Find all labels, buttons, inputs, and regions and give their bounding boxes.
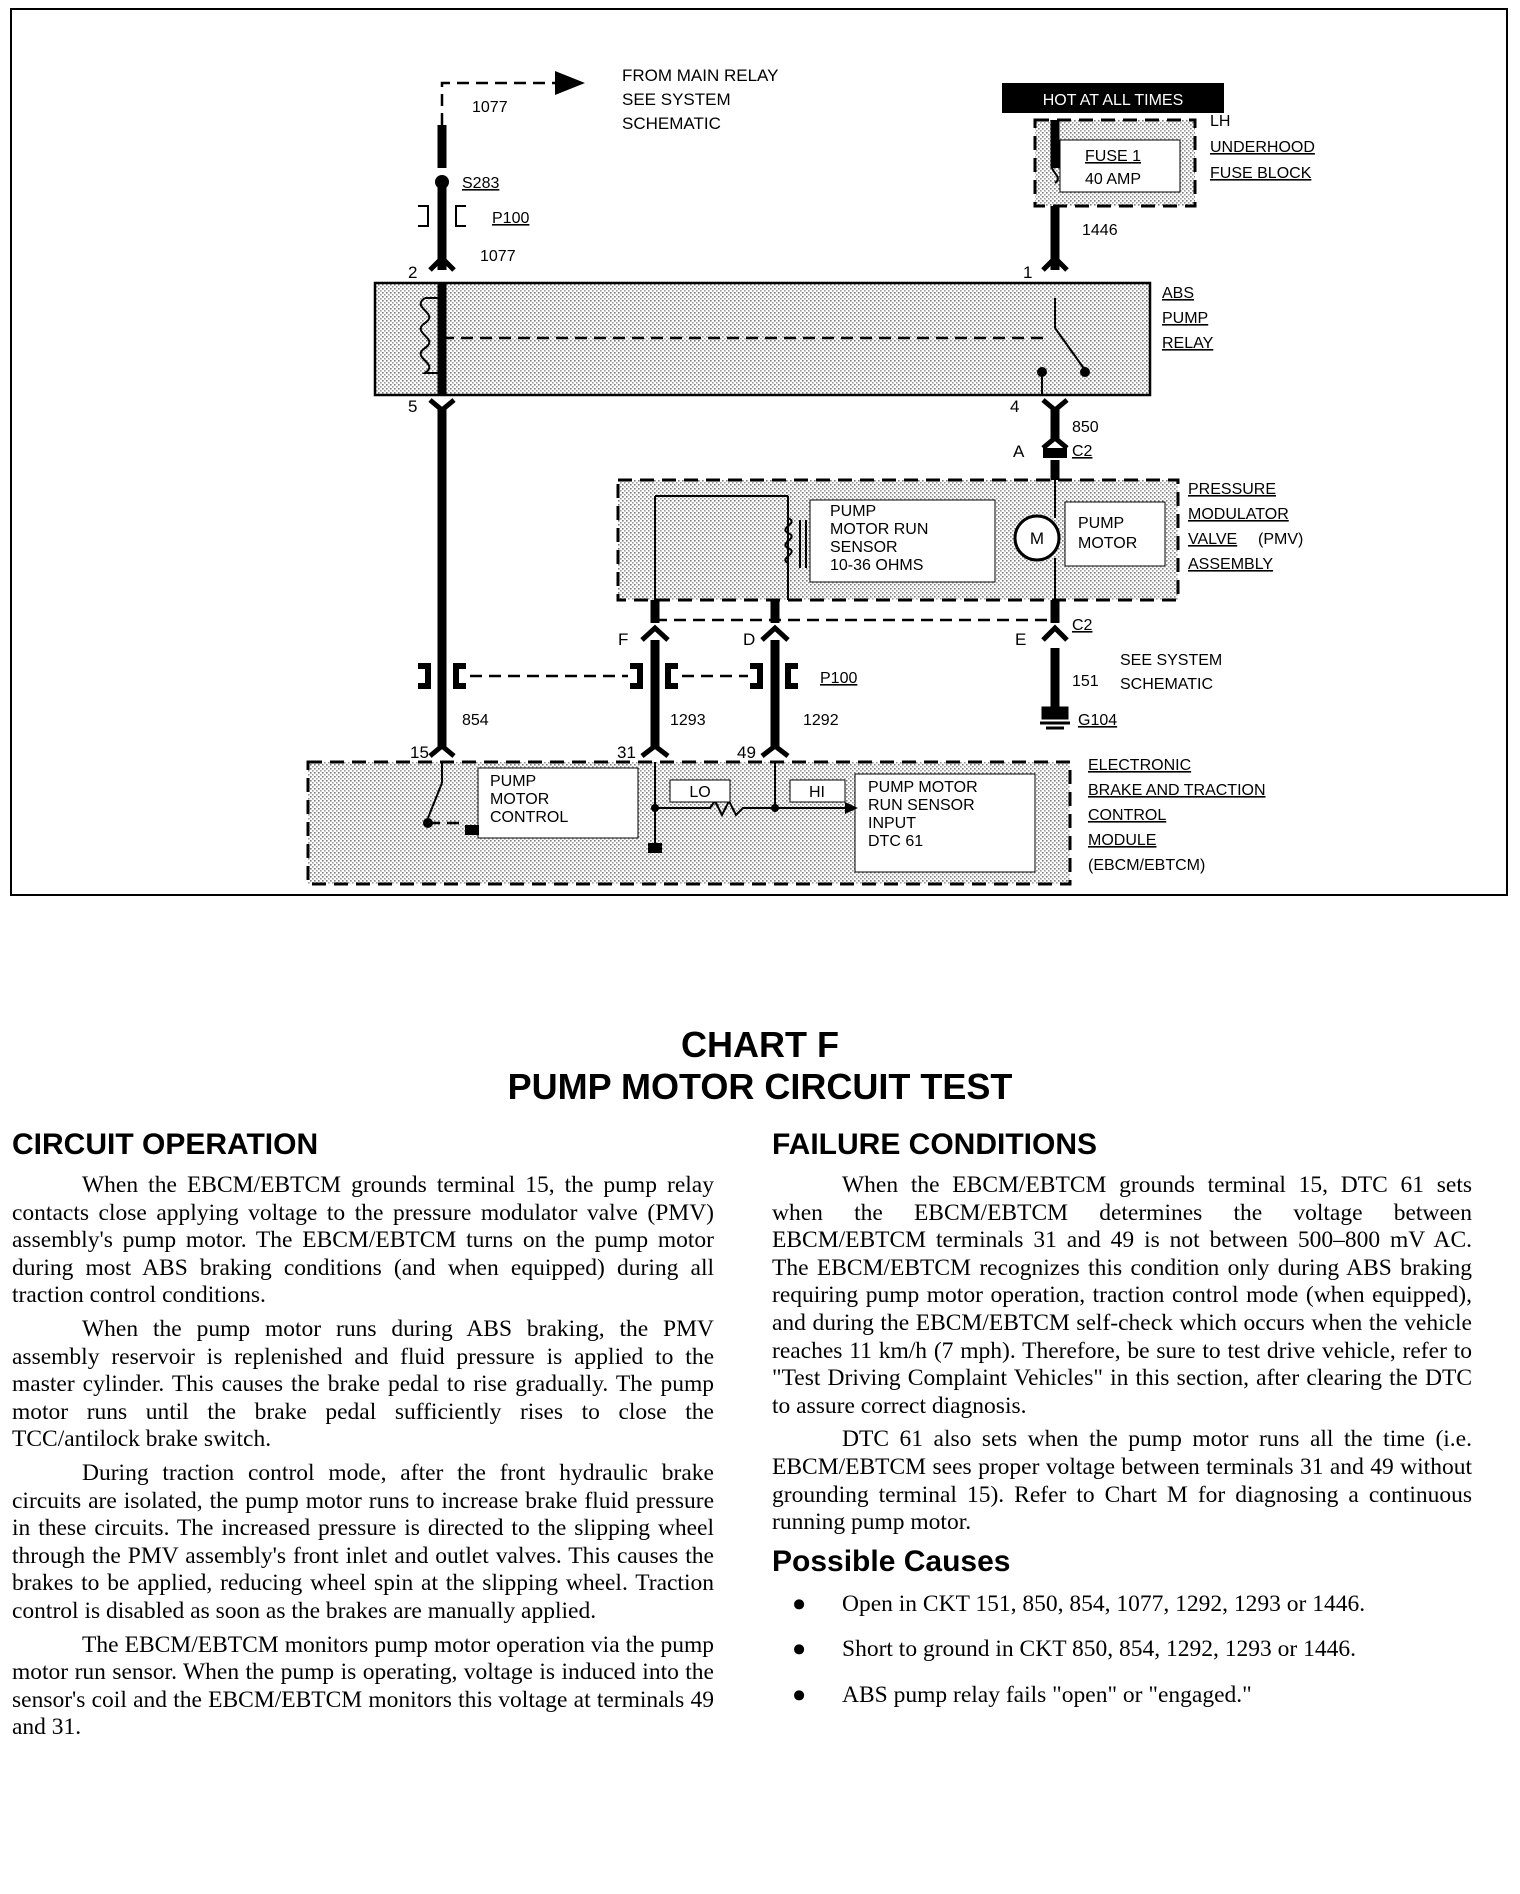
circuit-operation-heading: CIRCUIT OPERATION [12, 1128, 319, 1161]
pin-31: 31 [617, 743, 636, 762]
fuse-name: FUSE 1 [1085, 148, 1142, 165]
wire-850-label: 850 [1072, 419, 1099, 436]
run-sensor-input-line-1: PUMP MOTOR [868, 779, 978, 796]
list-item [772, 1591, 1472, 1619]
pin-f: F [618, 630, 629, 649]
pin-1: 1 [1023, 263, 1033, 282]
possible-causes-list [772, 1591, 1472, 1710]
chart-title: CHART F [681, 1024, 839, 1065]
run-sensor-line-1: PUMP [830, 503, 877, 520]
see-system-line-1: SEE SYSTEM [1120, 652, 1223, 669]
from-main-relay-line-1: FROM MAIN RELAY [622, 66, 779, 85]
run-sensor-input-line-3: INPUT [868, 815, 916, 832]
from-main-relay-line-3: SCHEMATIC [622, 114, 721, 133]
ebcm-label-line-1: ELECTRONIC [1088, 757, 1192, 774]
possible-causes-heading: Possible Causes [772, 1544, 1011, 1578]
hot-at-all-times: HOT AT ALL TIMES [1042, 92, 1184, 109]
splice-label: S283 [462, 175, 500, 192]
wire-854-label: 854 [462, 712, 489, 729]
circuit-operation-section [12, 1128, 714, 1748]
wire-1293-label: 1293 [670, 712, 706, 729]
fuse-block-line-2: UNDERHOOD [1210, 139, 1315, 156]
wiring-diagram [10, 8, 1510, 898]
bullet-icon: ● [792, 1681, 807, 1708]
wire-1446-label: 1446 [1082, 222, 1118, 239]
run-sensor-line-3: SENSOR [830, 539, 898, 556]
cause-text: ABS pump relay fails "open" or "engaged." [842, 1681, 1252, 1708]
run-sensor-input-line-2: RUN SENSOR [868, 797, 975, 814]
fuse-block-line-1: LH [1210, 113, 1231, 130]
pin-d: D [743, 630, 756, 649]
relay-label-line-1: ABS [1162, 285, 1195, 302]
wire-1077-top: 1077 [472, 99, 508, 116]
wire-1292-label: 1292 [803, 712, 839, 729]
pmv-label-line-1: PRESSURE [1188, 481, 1277, 498]
failure-conditions-section [772, 1128, 1472, 1728]
g104-label: G104 [1078, 712, 1118, 729]
c2-top-label: C2 [1072, 443, 1093, 460]
relay-label-line-3: RELAY [1162, 335, 1214, 352]
run-sensor-line-2: MOTOR RUN [830, 521, 929, 538]
list-item [772, 1682, 1472, 1710]
pmv-label-line-3: VALVE [1188, 531, 1238, 548]
ground-g104-icon [1040, 708, 1070, 728]
chart-subtitle: PUMP MOTOR CIRCUIT TEST [507, 1066, 1013, 1107]
circuit-operation-paragraph: When the EBCM/EBTCM grounds terminal 15, the pump relay contacts close applying voltage to the pressure modulator valve (PMV) assembly's pump motor. The EBCM/EBTCM turns on the pump motor during most ABS braking conditions (and when equipped) during all traction control conditions. [12, 1172, 714, 1309]
circuit-operation-paragraph: During traction control mode, after the front hydraulic brake circuits are isolated, the pump motor runs to increase brake fluid pressure in these circuits. The increased pressure is directed to the slipping wheel through the PMV assembly's front inlet and outlet valves. This causes the brakes to be applied, reducing wheel spin at the slipping wheel. Traction control is disabled as soon as the brakes are manually applied. [12, 1459, 714, 1624]
ebcm-label-line-5: (EBCM/EBTCM) [1088, 857, 1206, 874]
cause-text: Short to ground in CKT 850, 854, 1292, 1293 or 1446. [842, 1636, 1356, 1663]
motor-control-line-2: MOTOR [490, 791, 550, 808]
see-system-line-2: SCHEMATIC [1120, 676, 1214, 693]
p100-top-label: P100 [492, 210, 530, 227]
bullet-icon: ● [792, 1590, 807, 1617]
fuse-block-line-3: FUSE BLOCK [1210, 165, 1312, 182]
lo-label: LO [689, 784, 711, 801]
failure-conditions-heading: FAILURE CONDITIONS [772, 1128, 1098, 1161]
from-main-relay-line-2: SEE SYSTEM [622, 90, 731, 109]
p100-bottom-label: P100 [820, 670, 858, 687]
motor-control-line-3: CONTROL [490, 809, 569, 826]
c2-bottom-label: C2 [1072, 617, 1093, 634]
motor-control-line-1: PUMP [490, 773, 537, 790]
wire-151-label: 151 [1072, 673, 1099, 690]
pump-motor-line-1: PUMP [1078, 515, 1125, 532]
pmv-label-line-4: ASSEMBLY [1188, 556, 1274, 573]
pmv-label-line-3b: (PMV) [1258, 531, 1304, 548]
circuit-operation-paragraph: The EBCM/EBTCM monitors pump motor operation via the pump motor run sensor. When the pump is operating, voltage is induced into the sensor's coil and the EBCM/EBTCM monitors this voltage at terminals 49 and 31. [12, 1631, 714, 1741]
bullet-icon: ● [792, 1636, 807, 1663]
pin-e: E [1015, 630, 1027, 649]
ebcm-label-line-3: CONTROL [1088, 807, 1167, 824]
cause-text: Open in CKT 151, 850, 854, 1077, 1292, 1293 or 1446. [842, 1590, 1366, 1617]
pin-49: 49 [737, 743, 756, 762]
ebcm-label-line-2: BRAKE AND TRACTION [1088, 782, 1266, 799]
pump-motor-line-2: MOTOR [1078, 535, 1138, 552]
relay-label-line-2: PUMP [1162, 310, 1209, 327]
arrow-right-icon [555, 71, 585, 95]
failure-conditions-paragraph: When the EBCM/EBTCM grounds terminal 15, DTC 61 sets when the EBCM/EBTCM determines the voltage between EBCM/EBTCM terminals 31 and 49 is not between 500–800 mV AC. The EBCM/EBTCM recognizes this condition only during ABS braking requiring pump motor operation, traction control mode (when equipped), and during the EBCM/EBTCM self-check which occurs when the vehicle reaches 11 km/h (7 mph). Therefore, be sure to test drive vehicle, refer to "Test Driving Complaint Vehicles" in this section, after clearing the DTC to assure correct diagnosis. [772, 1172, 1472, 1419]
list-item [772, 1636, 1472, 1664]
run-sensor-line-4: 10-36 OHMS [830, 557, 924, 574]
run-sensor-input-line-4: DTC 61 [868, 833, 924, 850]
circuit-operation-paragraph: When the pump motor runs during ABS braking, the PMV assembly reservoir is replenished and fluid pressure is applied to the master cylinder. This causes the brake pedal to rise gradually. The pump motor runs until the brake pedal sufficiently rises to close the TCC/antilock brake switch. [12, 1315, 714, 1453]
hi-label: HI [809, 784, 825, 801]
ebcm-label-line-4: MODULE [1088, 832, 1157, 849]
motor-symbol: M [1029, 529, 1045, 548]
pin-4: 4 [1010, 397, 1020, 416]
fuse-rating: 40 AMP [1085, 171, 1142, 188]
pin-2: 2 [408, 263, 418, 282]
pin-a: A [1013, 442, 1025, 461]
pin-5: 5 [408, 397, 418, 416]
wire-1077-label: 1077 [480, 248, 516, 265]
failure-conditions-paragraph: DTC 61 also sets when the pump motor runs all the time (i.e. EBCM/EBTCM sees proper voltage between terminals 31 and 49 without grounding terminal 15). Refer to Chart M for diagnosing a continuous running pump motor. [772, 1426, 1472, 1536]
pmv-label-line-2: MODULATOR [1188, 506, 1289, 523]
pin-15: 15 [410, 743, 429, 762]
